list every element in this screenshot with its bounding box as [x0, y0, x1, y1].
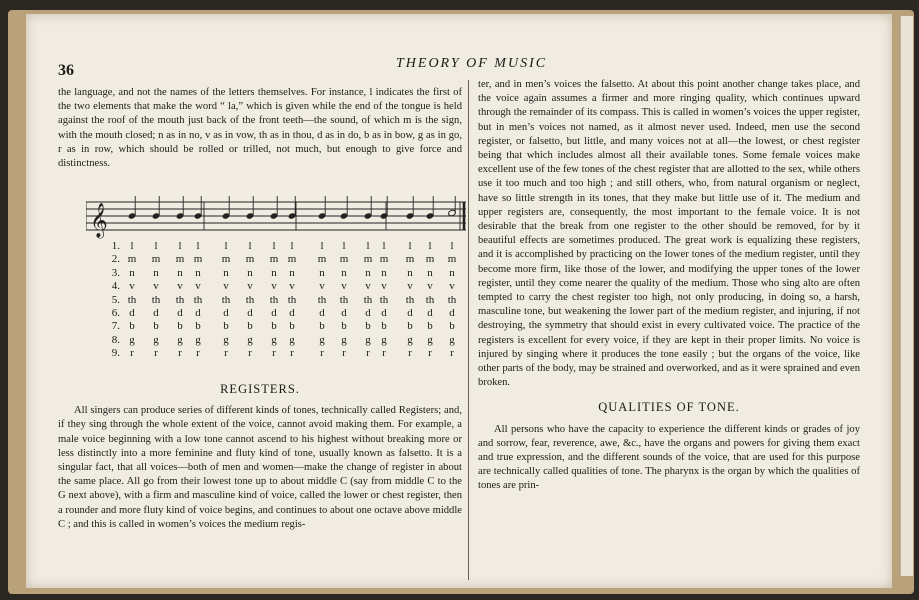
exercise-syllable: l [450, 240, 454, 252]
exercise-row [86, 307, 466, 320]
running-head: THEORY OF MUSIC [396, 56, 548, 71]
exercise-syllable: n [381, 266, 387, 279]
exercise-syllable: l [154, 240, 158, 252]
exercise-syllable: n [341, 266, 347, 279]
exercise-row [86, 294, 466, 307]
exercise-syllable: r [366, 347, 370, 360]
exercise-syllable: n [177, 266, 183, 279]
exercise-syllable: th [425, 293, 435, 306]
exercise-syllable: l [290, 240, 294, 252]
exercise-syllable: n [289, 266, 295, 279]
exercise-row-number: 3. [111, 266, 120, 279]
exercise-syllable: m [363, 253, 373, 266]
exercise-syllable: v [341, 280, 347, 293]
exercise-syllable: d [289, 306, 295, 319]
exercise-syllable: m [317, 253, 327, 266]
exercise-syllable: g [129, 333, 135, 346]
exercise-row [86, 320, 466, 333]
exercise-syllable: n [271, 266, 277, 279]
exercise-syllable: l [178, 240, 182, 252]
exercise-syllable: d [223, 306, 229, 319]
exercise-syllable: l [130, 240, 134, 252]
exercise-syllable: g [319, 333, 325, 346]
exercise-syllable: v [271, 280, 277, 293]
exercise-syllable: g [289, 333, 295, 346]
exercise-syllable: r [272, 347, 276, 360]
exercise-syllable: l [366, 240, 370, 252]
exercise-syllable: v [247, 280, 253, 293]
exercise-row [86, 334, 466, 347]
exercise-syllable: b [341, 320, 347, 333]
exercise-syllable: d [341, 306, 347, 319]
exercise-syllable: g [223, 333, 229, 346]
exercise-syllable: b [407, 320, 413, 333]
registers-section [58, 376, 462, 532]
exercise-syllable: m [339, 253, 349, 266]
exercise-syllable: b [129, 320, 135, 333]
exercise-syllable: b [247, 320, 253, 333]
exercise-syllable: n [365, 266, 371, 279]
exercise-syllable: b [365, 320, 371, 333]
exercise-syllable: l [272, 240, 276, 252]
exercise-syllable: v [177, 280, 183, 293]
exercise-syllable: v [407, 280, 413, 293]
exercise-syllable: th [245, 293, 255, 306]
exercise-syllable: m [269, 253, 279, 266]
exercise-syllable: l [342, 240, 346, 252]
exercise-row-number: 9. [111, 347, 120, 360]
exercise-syllable: d [177, 306, 183, 319]
exercise-syllable: n [129, 266, 135, 279]
exercise-syllable: n [407, 266, 413, 279]
exercise-row-number: 5. [111, 293, 120, 306]
exercise-syllable: l [382, 240, 386, 252]
exercise-syllable: r [320, 347, 324, 360]
exercise-syllable: g [341, 333, 347, 346]
exercise-syllable: b [223, 320, 229, 333]
exercise-syllable: n [319, 266, 325, 279]
exercise-syllable: b [449, 320, 455, 333]
articulation-exercise [86, 240, 466, 361]
exercise-syllable: d [407, 306, 413, 319]
exercise-syllable: g [153, 333, 159, 346]
registers-paragraph: All singers can produce series of different kinds of tones, technically called Registers; and, if they sing through the whole extent of the voice, cannot avoid making them. For example, a male voice beginning with a low tone cannot ascend to his highest without breaking more or less distinctly into a more feminine and fluty kind of tone, usually known as falsetto. It is a singular fact, that all voices—both of men and women—make the change of register in about the same place. All go from their lowest tone up to about middle C (say from middle C to the G next above), with a firm and masculine kind of voice, called the lower or chest register, then a rounder and more fluty kind of voice begins, and continues to about one octave above middle C ; and this is called in women’s voices the medium regis- [58, 405, 462, 530]
exercise-syllable: g [177, 333, 183, 346]
exercise-syllable: g [365, 333, 371, 346]
exercise-syllable: v [223, 280, 229, 293]
exercise-row-number: 6. [111, 306, 120, 319]
exercise-syllable: g [407, 333, 413, 346]
right-column [478, 78, 860, 494]
exercise-syllable: l [248, 240, 252, 252]
exercise-syllable: v [427, 280, 433, 293]
exercise-syllable: m [405, 253, 415, 266]
exercise-syllable: b [195, 320, 201, 333]
exercise-syllable: th [151, 293, 161, 306]
exercise-syllable: th [405, 293, 415, 306]
exercise-syllable: r [408, 347, 412, 360]
exercise-syllable: n [449, 266, 455, 279]
exercise-syllable: m [425, 253, 435, 266]
exercise-syllable: v [289, 280, 295, 293]
exercise-syllable: l [320, 240, 324, 252]
exercise-syllable: l [408, 240, 412, 252]
exercise-syllable: r [224, 347, 228, 360]
exercise-syllable: l [196, 240, 200, 252]
registers-continued: ter, and in men’s voices the falsetto. At about this point another change takes place, and the voice again assumes a firmer and more ringing quality, which continues upward through the remainder of its compass. This is called in women’s voices the upper register, but in men’s voices not named, as it almost never used. Indeed, men use the second register, or falsetto, but little, and many voices not at all—the lowest, or chest register being that which includes almost all their available tones. Some female voices make excellent use of the few tones of the chest register that are allotted to the sex, while others use it too much and too high ; and still others, who, from natural organism or neglect, have so little strength in its tones, that they make but little use of it. The medium and upper registers are, consequently, the most important to the female voice. It is not desirable that the break from one register to the other should be removed, for by it beautiful effects are sometimes produced. The great work is equalizing these registers, and it is accomplished by practicing on the lower tones of the medium register, until they become more firm, like those of the lower, and modifying the upper tones of the lower register, until they come nearer the quality of the medium. Those who sing alto are often tempted to carry the chest register too high, not only producing, in doing so, a harsh, masculine tone, but weakening the lower part of the medium register, and injuring, if not destroying, the symmetry that should exist in every cultivated voice. The practice of the registers is excellent for every voice, if they are kept in their proper limits. No voice is injured by singing where it produces the tone easily ; but the organs of the voice, like other parts of the body, may be strained and overworked, and as it were sprained and even broken. [478, 79, 860, 389]
exercise-row-number: 1. [111, 240, 120, 252]
exercise-syllable: b [289, 320, 295, 333]
qualities-heading: QUALITIES OF TONE. [598, 400, 740, 415]
exercise-syllable: th [339, 293, 349, 306]
exercise-syllable: b [319, 320, 325, 333]
exercise-syllable: d [153, 306, 159, 319]
exercise-syllable: m [447, 253, 457, 266]
left-column-intro [58, 86, 462, 171]
exercise-syllable: b [427, 320, 433, 333]
exercise-syllable: m [245, 253, 255, 266]
exercise-syllable: r [342, 347, 346, 360]
intro-paragraph: the language, and not the names of the letters themselves. For instance, l indicates the first of the two elements that make the word “ la,” which is given while the end of the tongue is held against the roof of the mouth just back of the front teeth—the sound, of which m is the sign, with the mouth closed; n as in no, v as in vow, th as in thou, d as in do, b as in bow, g as in go, r as in row, which should be rolled or trilled, not much, but enough to give force and distinctness. [58, 87, 462, 170]
exercise-syllable: th [379, 293, 389, 306]
exercise-syllable: v [381, 280, 387, 293]
exercise-syllable: v [195, 280, 201, 293]
exercise-syllable: d [381, 306, 387, 319]
exercise-syllable: v [129, 280, 135, 293]
exercise-syllable: m [379, 253, 389, 266]
exercise-row [86, 240, 466, 253]
exercise-syllable: b [177, 320, 183, 333]
exercise-syllable: th [317, 293, 327, 306]
exercise-syllable: g [195, 333, 201, 346]
registers-heading: REGISTERS. [220, 382, 300, 396]
exercise-syllable: v [319, 280, 325, 293]
page-number: 36 [58, 62, 74, 79]
exercise-syllable: th [269, 293, 279, 306]
exercise-syllable: th [221, 293, 231, 306]
exercise-row [86, 280, 466, 293]
exercise-syllable: n [223, 266, 229, 279]
exercise-syllable: m [221, 253, 231, 266]
exercise-syllable: d [365, 306, 371, 319]
exercise-row [86, 347, 466, 360]
exercise-syllable: r [290, 347, 294, 360]
exercise-syllable: b [271, 320, 277, 333]
exercise-syllable: r [248, 347, 252, 360]
exercise-syllable: b [153, 320, 159, 333]
exercise-syllable: r [450, 347, 454, 360]
next-page-edge [900, 16, 913, 576]
exercise-syllable: v [449, 280, 455, 293]
exercise-syllable: r [382, 347, 386, 360]
exercise-syllable: n [247, 266, 253, 279]
treble-clef: 𝄞 [90, 203, 108, 238]
exercise-syllable: r [178, 347, 182, 360]
exercise-syllable: d [195, 306, 201, 319]
exercise-syllable: d [427, 306, 433, 319]
exercise-syllable: m [287, 253, 297, 266]
exercise-syllable: m [127, 253, 137, 266]
exercise-syllable: r [428, 347, 432, 360]
exercise-syllable: th [127, 293, 137, 306]
exercise-syllable: th [175, 293, 185, 306]
exercise-syllable: r [130, 347, 134, 360]
exercise-syllable: n [153, 266, 159, 279]
exercise-syllable: n [195, 266, 201, 279]
exercise-syllable: l [428, 240, 432, 252]
exercise-syllable: g [247, 333, 253, 346]
exercise-syllable: th [193, 293, 203, 306]
exercise-row-number: 8. [111, 333, 120, 346]
exercise-row [86, 267, 466, 280]
exercise-syllable: th [447, 293, 457, 306]
exercise-row-number: 7. [111, 320, 120, 333]
exercise-syllable: l [224, 240, 228, 252]
exercise-syllable: v [365, 280, 371, 293]
exercise-syllable: b [381, 320, 387, 333]
exercise-syllable: d [319, 306, 325, 319]
exercise-row [86, 253, 466, 266]
exercise-syllable: g [381, 333, 387, 346]
exercise-syllable: d [247, 306, 253, 319]
exercise-syllable: g [449, 333, 455, 346]
exercise-syllable: m [175, 253, 185, 266]
exercise-syllable: m [151, 253, 161, 266]
exercise-syllable: r [154, 347, 158, 360]
exercise-syllable: d [449, 306, 455, 319]
exercise-syllable: m [193, 253, 203, 266]
exercise-syllable: g [271, 333, 277, 346]
exercise-row-number: 2. [111, 253, 120, 266]
exercise-syllable: v [153, 280, 159, 293]
exercise-syllable: n [427, 266, 433, 279]
exercise-syllable: th [287, 293, 297, 306]
column-rule [468, 80, 469, 580]
exercise-syllable: r [196, 347, 200, 360]
qualities-paragraph: All persons who have the capacity to experience the different kinds or grades of joy and sorrow, fear, reverence, awe, &c., have the organs and powers for giving them exact and true expression, and the different sounds of the voice, that are used for this purpose are technically called qualities of tone. The pharynx is the organ by which the qualities of tones are prin- [478, 423, 860, 492]
exercise-row-number: 4. [111, 280, 120, 293]
music-staff [86, 196, 466, 240]
exercise-syllable: th [363, 293, 373, 306]
exercise-syllable: g [427, 333, 433, 346]
exercise-syllable: d [271, 306, 277, 319]
exercise-syllable: d [129, 306, 135, 319]
